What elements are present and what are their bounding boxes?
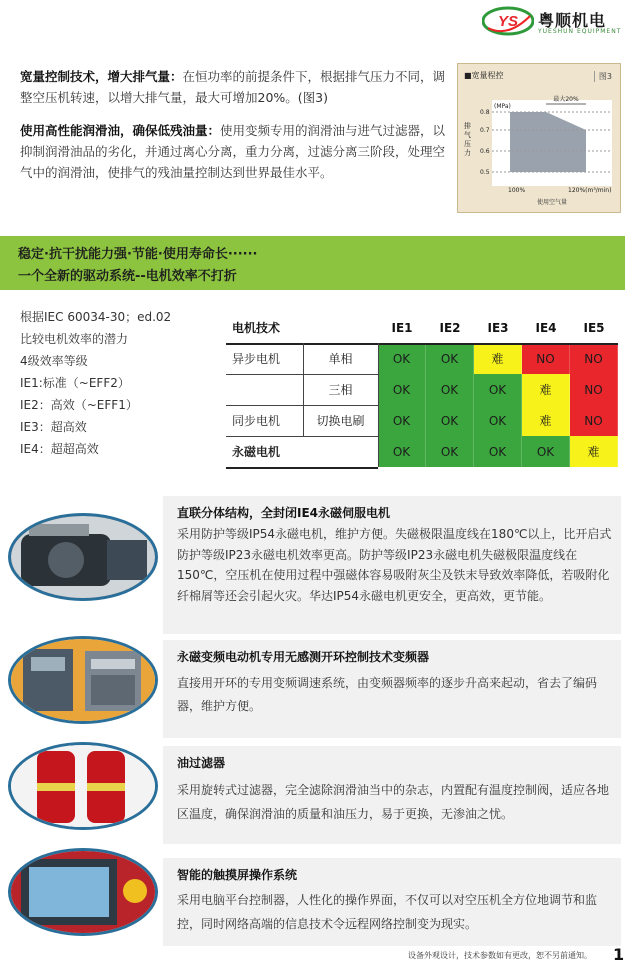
motor-efficiency-table [226, 312, 618, 467]
table-rule [226, 467, 378, 469]
table-cell: OK [474, 374, 522, 405]
list-item: IE4：超超高效 [20, 442, 99, 456]
table-cell: OK [426, 343, 474, 374]
paragraph-title: 宽量控制技术，增大排气量： [20, 69, 183, 84]
table-cell: 难 [474, 343, 522, 374]
header-cell: IE5 [583, 320, 605, 335]
y-tick-4: 0.5 [480, 169, 490, 176]
list-item: IE2：高效（~EFF1） [20, 398, 138, 412]
list-item: IE1:标准（~EFF2） [20, 376, 130, 390]
figure-graph [458, 64, 620, 212]
paragraph-lubricant [20, 120, 450, 183]
table-cell: OK [474, 405, 522, 436]
banner-line-1: 稳定·抗干扰能力强·节能·使用寿命长······ [18, 247, 258, 262]
feature-body: 直接用开环的专用变频调速系统，由变频器频率的逐步升高来起动，省去了编码器，维护方便。 [177, 676, 598, 713]
feature-body: 采用旋转式过滤器，完全滤除润滑油当中的杂志，内置配有温度控制阀，适应各地区温度，确保润滑油的质量和油压力，易于更换，无渗油之忧。 [177, 783, 610, 821]
table-rule [226, 436, 378, 437]
table-cell: OK [522, 436, 570, 467]
table-row [226, 343, 618, 374]
feature-title: 油过滤器 [177, 756, 226, 770]
table-cell: OK [378, 405, 426, 436]
list-item: 根据IEC 60034-30；ed.02 [20, 310, 172, 324]
brand-subtitle: YUESHUN EQUIPMENT [538, 28, 622, 35]
y-unit: (MPa) [494, 103, 511, 110]
table-cell: 难 [522, 405, 570, 436]
table-cell: OK [426, 436, 474, 467]
figure-title: ■宽量程控 [464, 71, 504, 80]
table-row [226, 436, 618, 467]
paragraph-body: 使用变频专用的润滑油与进气过滤器，以抑制润滑油品的劣化，并通过离心分离，重力分离，过滤分离三阶段，处理空气中的润滑油，使排气的残油量控制达到世界最佳水平。 [20, 123, 446, 180]
footer-note: 设备外观设计，技术参数如有更改，恕不另前通知。 [408, 951, 592, 960]
table-rule [303, 343, 304, 436]
row-sublabel: 三相 [328, 383, 353, 397]
table-cell: OK [426, 374, 474, 405]
feature-title: 直联分体结构，全封闭IE4永磁伺服电机 [177, 506, 391, 520]
table-row [226, 405, 618, 436]
table-cell: NO [522, 343, 570, 374]
table-rule [226, 343, 618, 345]
table-cell: OK [426, 405, 474, 436]
list-item: 比较电机效率的潜力 [20, 332, 129, 346]
table-cell: NO [570, 405, 618, 436]
row-sublabel: 切换电刷 [316, 414, 365, 428]
row-label: 同步电机 [232, 414, 281, 428]
green-banner [0, 236, 625, 290]
table-rule [226, 374, 378, 375]
header-cell: IE2 [439, 320, 461, 335]
y-label: 排气压力 [464, 122, 471, 157]
x-tick-2: 120%(m³/min) [568, 187, 612, 194]
ys-logo-icon [482, 6, 534, 36]
oil-filter-photo-icon [8, 742, 158, 830]
feature-body: 采用防护等级IP54永磁电机，维护方便。失磁极限温度线在180℃以上，比开启式防护等级IP23永磁电机效率更高。防护等级IP23永磁电机失磁极限温度线在150℃，空压机在使用过程中强磁体容易吸附灰尘及铁末导致效率降低，若吸附化纤棉屑等还会引起火灾。华达IP54永磁电机更安全，更高效，更节能。 [177, 527, 612, 603]
table-cell: NO [570, 343, 618, 374]
brand-name: 粤顺机电 [538, 11, 607, 30]
row-label [226, 374, 303, 405]
feature-title: 智能的触摸屏操作系统 [177, 868, 298, 882]
table-cell: OK [474, 436, 522, 467]
header-cell: 电机技术 [232, 321, 281, 335]
table-rule [378, 343, 379, 467]
feature-body: 采用电脑平台控制器，人性化的操作界面，不仅可以对空压机全方位地调节和监控，同时网络高端的信息技术令远程网络控制变为现实。 [177, 893, 598, 931]
feature-box-inverter [163, 640, 621, 738]
row-sublabel: 单相 [328, 352, 353, 366]
row-label: 永磁电机 [232, 445, 281, 459]
x-tick-1: 100% [508, 187, 526, 194]
svg-text:YS: YS [497, 13, 519, 30]
header-cell: IE3 [487, 320, 509, 335]
brand-logo [482, 6, 622, 40]
list-item: 4级效率等级 [20, 354, 88, 368]
paragraph-body: 在恒功率的前提条件下，根据排气压力不同，调整空压机转速，以增大排气量，最大可增加20%。(图3) [20, 69, 446, 105]
y-tick-2: 0.7 [480, 127, 490, 134]
table-cell: 难 [570, 436, 618, 467]
feature-title: 永磁变频电动机专用无感测开环控制技术变频器 [177, 650, 430, 664]
feature-box-touchscreen [163, 858, 621, 946]
inverter-photo-icon [8, 636, 158, 724]
figure-flow-range [457, 63, 621, 213]
table-cell: 难 [522, 374, 570, 405]
paragraph-flow-control [20, 66, 450, 108]
header-cell: IE1 [391, 320, 413, 335]
list-item: IE3：超高效 [20, 420, 87, 434]
table-cell: OK [378, 343, 426, 374]
page-number: 1 [613, 945, 625, 964]
row-label: 异步电机 [232, 352, 281, 366]
paragraph-title: 使用高性能润滑油，确保低残油量： [20, 123, 221, 138]
x-label: 使用空气量 [536, 199, 568, 206]
motor-photo-icon [8, 513, 158, 601]
table-cell: OK [378, 374, 426, 405]
table-cell: NO [570, 374, 618, 405]
annotation-label: 最大20% [553, 96, 579, 103]
y-tick-1: 0.8 [480, 109, 490, 116]
touchscreen-photo-icon [8, 848, 158, 936]
feature-box-motor [163, 496, 621, 634]
header-cell: IE4 [535, 320, 557, 335]
table-row [226, 374, 618, 405]
iec-list [20, 306, 220, 460]
table-rule [226, 405, 378, 406]
figure-number: 图3 [594, 71, 612, 82]
table-header-row [226, 312, 618, 343]
table-cell: OK [378, 436, 426, 467]
banner-line-2: 一个全新的驱动系统--电机效率不打折 [18, 269, 237, 284]
y-tick-3: 0.6 [480, 148, 490, 155]
feature-box-oil-filter [163, 746, 621, 844]
